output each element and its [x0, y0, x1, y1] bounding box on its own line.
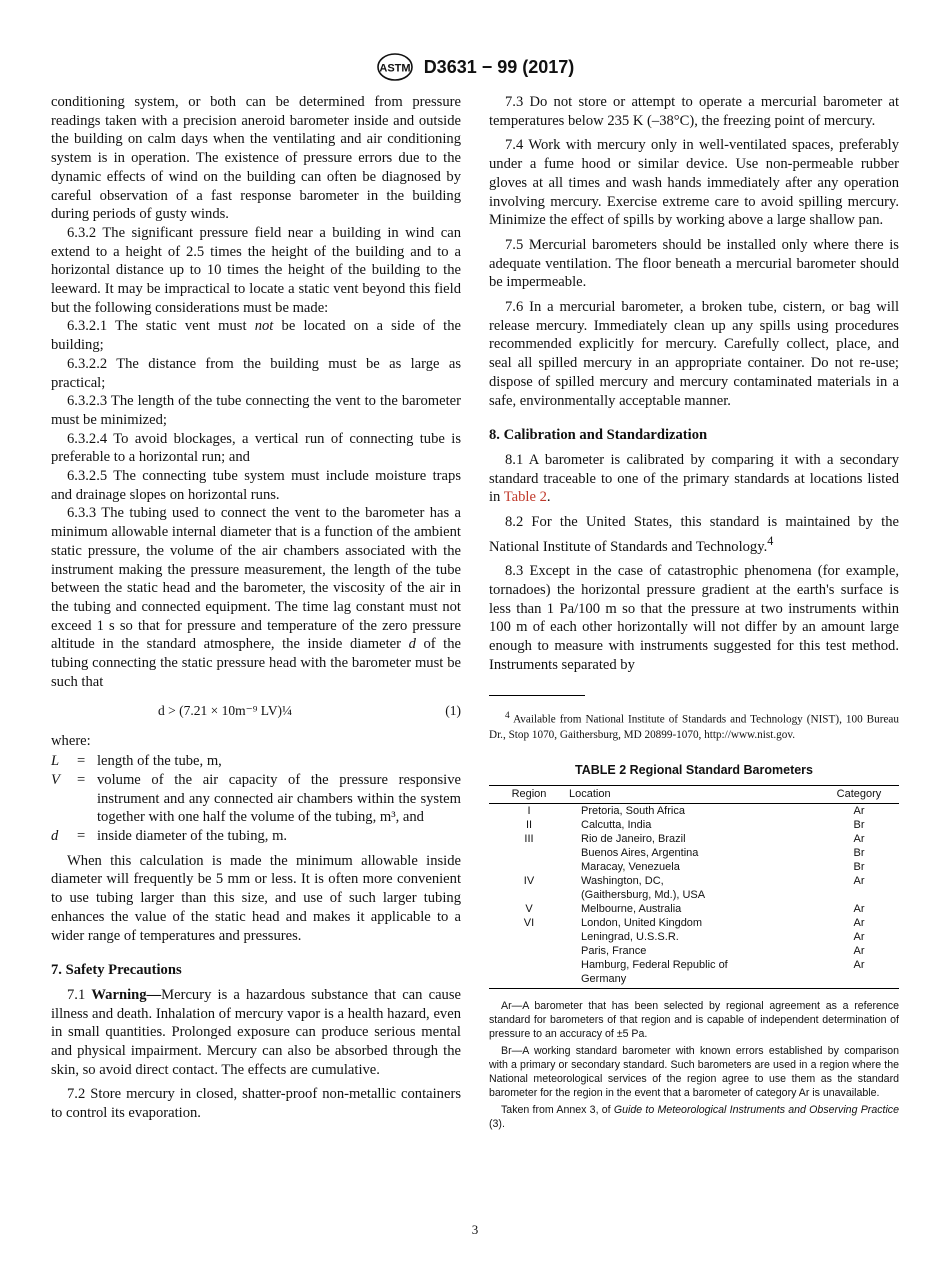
cell-location: Buenos Aires, Argentina — [581, 846, 699, 859]
page-number: 3 — [471, 1222, 479, 1237]
cell-category: Ar — [853, 804, 865, 817]
cell-location: (Gaithersburg, Md.), USA — [581, 888, 706, 901]
paragraph-7-5: 7.5 Mercurial barometers should be installed only where there is adequate ventilation. The floor beneath a mercurial barometer should be impermeable. — [489, 236, 899, 291]
paragraph-6-3-2-3: 6.3.2.3 The length of the tube connecting the vent to the barometer must be minimized; — [51, 393, 461, 428]
equation-number: (1) — [445, 702, 461, 718]
table-row — [489, 916, 899, 930]
equation-1 — [51, 696, 461, 726]
regional-standards-table — [489, 785, 899, 989]
definition-list — [51, 752, 461, 846]
paragraph-7-4: 7.4 Work with mercury only in well-ventilated spaces, preferably under a fume hood or similar device. Use non-permeable rubber gloves at all times and wash hands immediately after any operation involving mercury. Exercise extreme care to avoid spilling mercury. Minimize the effect of spills by working above a large shallow pan. — [489, 137, 899, 229]
cell-region: II — [525, 818, 533, 831]
cell-category: Br — [853, 846, 865, 859]
definition-equals: = — [77, 771, 86, 788]
cell-category: Br — [853, 860, 865, 873]
header-location: Location — [569, 785, 819, 803]
table-row — [489, 972, 899, 989]
footnote-4: $^4$ Available from National Institute of Standards and Technology (NIST), 100 Bureau Dr., Stop 1070, Gaithersburg, MD 20899-1070, http://www.nist.gov. — [489, 710, 899, 742]
table-row — [489, 860, 899, 874]
cell-category: Ar — [853, 874, 865, 887]
cell-location: London, United Kingdom — [581, 916, 703, 929]
cell-region: I — [527, 804, 531, 817]
paragraph-7-3: 7.3 Do not store or attempt to operate a mercurial barometer at temperatures below 235 K (–38°C), the freezing point of mercury. — [489, 94, 899, 129]
cell-category: Ar — [853, 902, 865, 915]
paragraph-7-1: 7.1 Warning—Mercury is a hazardous substance that can cause illness and death. Inhalation of mercury vapor is a health hazard, even in small quantities. Prolonged exposure can produce serious mental and physical impairment. Mercury can also be absorbed through the skin, so avoid direct contact. The effects are cumulative. — [51, 986, 462, 1078]
definition-text: volume of the air capacity of the pressure responsive instrument and any connected air chambers within the system together with one half the volume of the tubing, m³, and — [97, 771, 461, 826]
table-row — [489, 930, 899, 944]
astm-logo-icon — [376, 52, 414, 82]
paragraph-calculation: When this calculation is made the minimum allowable inside diameter will frequently be 5 mm or less. It is often more convenient to use tubing larger than this size, and use of such larger tubing enhances the value of the static head and makes it applicable to a wider range of temperatures and pressures. — [51, 852, 461, 944]
cell-region: IV — [523, 874, 535, 887]
definition-text: length of the tube, m, — [97, 753, 222, 770]
paragraph-8-1: 8.1 A barometer is calibrated by comparing it with a secondary standard traceable to one of the primary standards at locations listed in Table 2. — [489, 451, 899, 506]
table-row — [489, 958, 899, 972]
table-2-link[interactable]: Table 2 — [503, 489, 547, 506]
paragraph-6-3-2-5: 6.3.2.5 The connecting tube system must include moisture traps and drainage slopes on horizontal runs. — [51, 468, 461, 503]
definition-symbol: L — [51, 753, 60, 770]
definition-symbol: d — [51, 828, 59, 845]
table-source: Taken from Annex 3, of Guide to Meteorological Instruments and Observing Practice (3). — [489, 1103, 899, 1130]
note-category-a: Ar—A barometer that has been selected by regional agreement as a reference standard for barometers of that region and is capable of independent determination of pressure to an accuracy of ±5 Pa. — [489, 999, 899, 1040]
cell-location: Pretoria, South Africa — [581, 804, 685, 817]
definition-item — [51, 771, 461, 827]
cell-location: Melbourne, Australia — [581, 902, 682, 915]
paragraph-6-3-2: 6.3.2 The significant pressure field near a building in wind can extend to a height of 2.5 times the height of the building and to a horizontal distance up to 10 times the height of the building to the leeward. It may be impractical to locate a static vent beyond this field but the following considerations must be made: — [51, 224, 461, 316]
cell-region: III — [524, 832, 534, 845]
cell-category — [819, 888, 899, 902]
paragraph-intro: conditioning system, or both can be determined from pressure readings taken with a precision aneroid barometer inside and outside the building on calm days when the ventilating and air conditioning system is in operation. The existence of pressure errors due to the dynamic effects of wind on the building can often be diagnosed by careful observation of a fast response barometer in the building during periods of gusty winds. — [51, 94, 461, 223]
paragraph-6-3-2-1: 6.3.2.1 The static vent must not be located on a side of the building; — [51, 318, 462, 354]
cell-category: Ar — [853, 958, 865, 971]
table-row — [489, 803, 899, 818]
table-row — [489, 944, 899, 958]
paragraph-6-3-2-4: 6.3.2.4 To avoid blockages, a vertical run of connecting tube is preferable to a horizontal run; and — [51, 430, 461, 466]
table-header-row — [489, 785, 899, 803]
note-category-b: Br—A working standard barometer with known errors established by comparison with a primary or secondary standard. Such barometers are used in a region where the National meteorological services of the region agree to use them as the standard barometer for the region in the event that a barometer of category Ar is unavailable. — [489, 1044, 899, 1099]
cell-location: Hamburg, Federal Republic of — [581, 958, 728, 971]
definition-symbol: V — [51, 771, 60, 788]
cell-category: Ar — [853, 916, 865, 929]
table-row — [489, 846, 899, 860]
cell-region — [489, 930, 569, 944]
cell-region — [489, 888, 569, 902]
cell-category: Br — [853, 818, 865, 831]
paragraph-7-2: 7.2 Store mercury in closed, shatter-proof non-metallic containers to control its evaporation. — [51, 1086, 461, 1122]
cell-location: Paris, France — [581, 944, 647, 957]
cell-region — [489, 972, 569, 989]
cell-region: V — [525, 902, 533, 915]
header-region: Region — [489, 785, 569, 803]
paragraph-8-2: 8.2 For the United States, this standard is maintained by the National Institute of Standards and Technology.$^4$ — [489, 514, 899, 555]
cell-category — [819, 972, 899, 989]
paragraph-6-3-2-2: 6.3.2.2 The distance from the building must be as large as practical; — [51, 355, 461, 391]
footnote-ref-4[interactable]: 4 — [767, 533, 774, 548]
equation-formula: d > (7.21 × 10m⁻⁹ LV)¼ — [158, 702, 293, 718]
cell-region — [489, 846, 569, 860]
cell-category: Ar — [853, 944, 865, 957]
paragraph-8-3: 8.3 Except in the case of catastrophic phenomena (for example, tornadoes) the horizontal pressure gradient at the earth's surface is less than 1 Pa/100 m so that the pressure at two instruments within 100 m of each other horizontally will not differ by an amount large enough to measure with instruments suggested for this test method. Instruments separated by — [489, 563, 899, 673]
cell-category: Ar — [853, 930, 865, 943]
cell-category: Ar — [853, 832, 865, 845]
cell-region — [489, 860, 569, 874]
table-notes — [489, 999, 899, 1131]
cell-location: Leningrad, U.S.S.R. — [581, 930, 679, 943]
definition-text: inside diameter of the tubing, m. — [97, 828, 288, 845]
paragraph-6-3-3: 6.3.3 The tubing used to connect the vent to the barometer has a minimum allowable internal diameter that is a function of the ambient static pressure, the volume of the air chambers associated with the instrument making the pressure measurement, the length of the tube between the static head and the barometer, the viscosity of the air in the tubing and connected equipment. The time lag constant must not exceed 1 s so that for pressure and temperature of the zero pressure altitude in the standard atmosphere, the inside diameter d of the tubing connecting the static pressure head with the barometer must be such that — [51, 505, 461, 690]
definition-item — [51, 827, 461, 846]
footnote-divider — [489, 695, 585, 696]
definition-equals: = — [77, 828, 86, 845]
cell-location: Germany — [569, 972, 819, 989]
table-row — [489, 902, 899, 916]
definition-item — [51, 752, 461, 771]
section-8-title: 8. Calibration and Standardization — [489, 427, 708, 444]
cell-region: VI — [523, 916, 535, 929]
page-header — [0, 52, 950, 82]
header-category: Category — [819, 785, 899, 803]
where-label: where: — [51, 732, 91, 749]
document-designation: D3631 − 99 (2017) — [423, 56, 575, 77]
right-column — [489, 93, 899, 1134]
cell-location: Rio de Janeiro, Brazil — [581, 832, 686, 845]
table-2-title: TABLE 2 Regional Standard Barometers — [574, 763, 813, 778]
cell-location: Maracay, Venezuela — [581, 860, 680, 873]
table-row — [489, 888, 899, 902]
left-column — [51, 93, 461, 1123]
cell-region — [489, 944, 569, 958]
cell-region — [489, 958, 569, 972]
paragraph-7-6: 7.6 In a mercurial barometer, a broken tube, cistern, or bag will release mercury. Immediately clean up any spills using procedures recommended explicitly for mercury. Carefully collect, place, and seal all spilled mercury in an appropriate container. Do not re-use; dispose of spilled mercury and mercury contaminated materials in a safe, environmentally acceptable manner. — [489, 299, 899, 409]
section-7-title: 7. Safety Precautions — [51, 962, 182, 979]
cell-location: Washington, DC, — [581, 874, 664, 887]
astm-logo-text: ASTM — [379, 62, 411, 75]
table-row — [489, 874, 899, 888]
cell-location: Calcutta, India — [581, 818, 652, 831]
table-row — [489, 832, 899, 846]
table-row — [489, 818, 899, 832]
definition-equals: = — [77, 753, 86, 770]
